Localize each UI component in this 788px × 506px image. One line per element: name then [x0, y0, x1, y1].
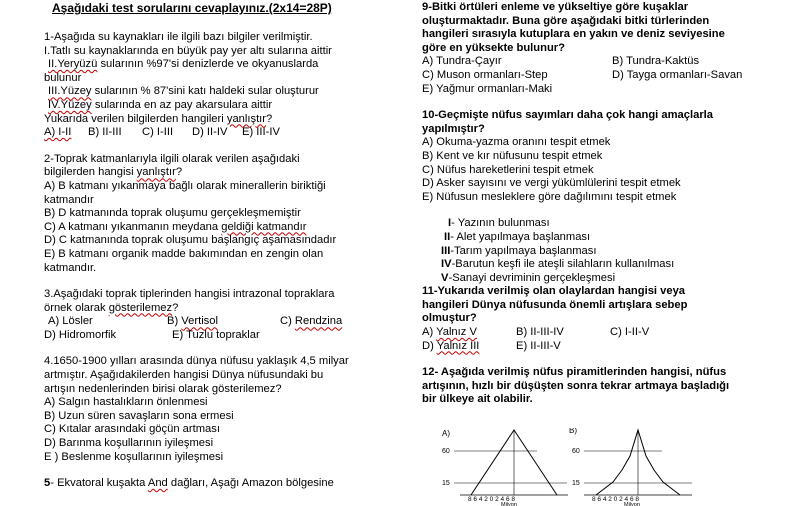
question-11: [422, 217, 780, 353]
q1-options: [44, 126, 374, 140]
right-column: [422, 0, 780, 407]
q11-event: IV-Barutun keşfi ile ateşli silahların kullanılması: [441, 258, 675, 271]
pyramid-a-unit: Milyon: [501, 502, 517, 506]
q4-line: artmıştır. Aşağıdakilerden hangisi Dünya nüfusundaki bu: [44, 369, 324, 382]
q9-options: [422, 55, 780, 96]
q3-line: örnek olarak gösterilemez?: [44, 301, 179, 314]
q9-option[interactable]: D) Tayga ormanları-Savan: [612, 68, 743, 81]
q11-line: hangileri Dünya nüfusunda önemli artışlara sebep: [422, 298, 688, 311]
q1-line: IV.Yüzey sularında en az pay akarsulara aittir: [48, 98, 273, 111]
question-2: [44, 153, 374, 275]
q9-option[interactable]: E) Yağmur ormanları-Maki: [422, 82, 553, 95]
q3-option[interactable]: E) Tuzlu topraklar: [172, 328, 260, 341]
q2-line: bilgilerden hangisi yanlıştır?: [44, 166, 183, 179]
pyramid-b-ticks: 8 6 4 2 0 2 4 6 8: [592, 496, 639, 503]
q4-option[interactable]: B) Uzun süren savaşların sona ermesi: [44, 409, 234, 422]
q11-option[interactable]: E) II-III-V: [516, 339, 561, 352]
question-12: [422, 366, 780, 407]
q1-line: III.Yüzey sularının % 87'sini katı haldeki sular oluşturur: [48, 85, 319, 98]
q11-option[interactable]: C) I-II-V: [610, 326, 650, 339]
q2-option[interactable]: B) D katmanında toprak oluşumu gerçekleşmemiştir: [44, 207, 301, 220]
q12-line: bir ülkeye ait olabilir.: [422, 393, 533, 406]
q3-options: [44, 329, 374, 343]
q4-line: artışın nedenlerinden birisi olarak gösterilemez?: [44, 382, 282, 395]
q4-option[interactable]: E ) Beslenme koşullarının iyileşmesi: [44, 450, 224, 463]
question-3: [44, 288, 374, 342]
q12-line: artışının, hızlı bir düşüşten sonra tekrar artmaya başladığı: [422, 379, 730, 392]
q9-option[interactable]: A) Tundra-Çayır: [422, 55, 502, 68]
question-9: [422, 1, 780, 55]
q11-options: [422, 326, 780, 340]
q2-option[interactable]: E) B katmanı organik madde bakımından en zengin olan: [44, 247, 324, 260]
pyramid-b-label: B): [569, 428, 577, 435]
pyramid-b[interactable]: [569, 428, 692, 506]
q4-option[interactable]: C) Kıtalar arasındaki göçün artması: [44, 423, 220, 436]
q1-option[interactable]: C) I-III: [142, 126, 174, 139]
q11-option[interactable]: B) II-III-IV: [516, 326, 564, 339]
q4-line: 4.1650-1900 yılları arasında dünya nüfusu yaklaşık 4,5 milyar: [44, 355, 349, 368]
q10-line: yapılmıştır?: [422, 122, 485, 135]
q9-option[interactable]: C) Muson ormanları-Step: [422, 68, 548, 81]
q11-line: olmuştur?: [422, 312, 477, 325]
pyramid-a-ticks: 8 6 4 2 0 2 4 6 8: [468, 496, 515, 503]
q10-line: 10-Geçmişte nüfus sayımları daha çok hangi amaçlarla: [422, 109, 714, 122]
q11-options: [422, 340, 780, 354]
q3-option[interactable]: C) Rendzina: [280, 315, 343, 328]
q12-line: 12- Aşağıda verilmiş nüfus piramitlerinden hangisi, nüfus: [422, 366, 727, 379]
q3-option[interactable]: D) Hidromorfik: [44, 328, 117, 341]
q11-event: V-Sanayi devriminin gerçekleşmesi: [441, 271, 616, 284]
q4-option[interactable]: A) Salgın hastalıkların önlenmesi: [44, 396, 208, 409]
pyramid-b-unit: Milyon: [624, 502, 640, 506]
q9-line: hangileri sırasıyla kutuplara en yakın ve deniz seviyesine: [422, 28, 725, 41]
q11-event: II- Alet yapılmaya başlanması: [444, 230, 591, 243]
q10-option[interactable]: D) Asker sayısını ve vergi yükümlülerini tespit etmek: [422, 177, 681, 190]
q3-option[interactable]: B) Vertisol: [167, 315, 218, 328]
q9-line: 9-Bitki örtüleri enleme ve yükseltiye göre kuşaklar: [422, 1, 689, 13]
q11-event: I- Yazının bulunması: [448, 217, 550, 230]
left-column: [44, 0, 374, 491]
q2-option[interactable]: D) C katmanında toprak oluşumu başlangıç aşamasındadır: [44, 234, 337, 247]
q2-option[interactable]: A) B katmanı yıkanmaya bağlı olarak minerallerin biriktiği: [44, 179, 326, 192]
q1-line: bulunur: [44, 71, 82, 84]
q2-line: 2-Toprak katmanlarıyla ilgili olarak verilen aşağıdaki: [44, 152, 300, 165]
q2-line: katmandır: [44, 193, 94, 206]
q9-option[interactable]: B) Tundra-Kaktüs: [612, 55, 700, 68]
q1-line: I.Tatlı su kaynaklarında en büyük pay yer altı sularına aittir: [44, 44, 332, 57]
question-5: 5- Ekvatoral kuşakta And dağları, Aşağı Amazon bölgesine: [44, 477, 334, 490]
q9-line: göre en yüksekte bulunur?: [422, 41, 565, 54]
q1-option[interactable]: D) II-IV: [192, 126, 228, 139]
pyramid-a-label: A): [442, 429, 450, 438]
q1-line: II.Yeryüzü sularının %97'si denizlerde ve okyanuslarda: [48, 58, 319, 71]
question-1: [44, 31, 374, 140]
q10-option[interactable]: B) Kent ve kır nüfusunu tespit etmek: [422, 149, 603, 162]
q10-option[interactable]: C) Nüfus hareketlerini tespit etmek: [422, 163, 594, 176]
q9-line: oluşturmaktadır. Buna göre aşağıdaki bitki türlerinden: [422, 14, 710, 27]
q2-line: katmandır.: [44, 261, 97, 274]
q11-event: III-Tarım yapılmaya başlanması: [441, 244, 597, 257]
pyramid-a-axis-top: 60: [442, 448, 450, 455]
pyramid-b-axis-mid: 15: [572, 480, 580, 487]
pyramid-b-axis-top: 60: [572, 448, 580, 455]
q11-option[interactable]: A) Yalnız V: [422, 326, 477, 339]
q1-option[interactable]: E) III-IV: [242, 126, 280, 139]
pyramid-a-axis-mid: 15: [442, 480, 450, 487]
q11-line: 11-Yukarıda verilmiş olan olaylardan hangisi veya: [422, 285, 686, 298]
q1-line: 1-Aşağıda su kaynakları ile ilgili bazı bilgiler verilmiştir.: [44, 31, 313, 43]
question-4: [44, 355, 374, 464]
q10-option[interactable]: E) Nüfusun mesleklere göre dağılımını tespit etmek: [422, 190, 677, 203]
q10-option[interactable]: A) Okuma-yazma oranını tespit etmek: [422, 136, 611, 149]
page-title: Aşağıdaki test sorularını cevaplayınız.(2x14=28P): [52, 1, 332, 15]
q4-option[interactable]: D) Barınma koşullarının iyileşmesi: [44, 437, 214, 450]
q11-option[interactable]: D) Yalnız III: [422, 339, 480, 352]
q1-option[interactable]: B) II-III: [88, 126, 122, 139]
population-pyramids: [432, 428, 732, 506]
q1-line: Yukarıda verilen bilgilerden hangileri yanlıştır?: [44, 112, 273, 125]
q3-options: [44, 315, 374, 329]
pyramid-a[interactable]: [442, 429, 568, 506]
q3-line: 3.Aşağıdaki toprak tiplerinden hangisi intrazonal topraklara: [44, 288, 335, 301]
q2-option[interactable]: C) A katmanı yıkanmanın meydana geldiği katmandır: [44, 220, 307, 233]
question-10: [422, 109, 780, 204]
q1-option[interactable]: A) I-II: [44, 126, 72, 139]
q3-option[interactable]: A) Lösler: [48, 315, 93, 328]
